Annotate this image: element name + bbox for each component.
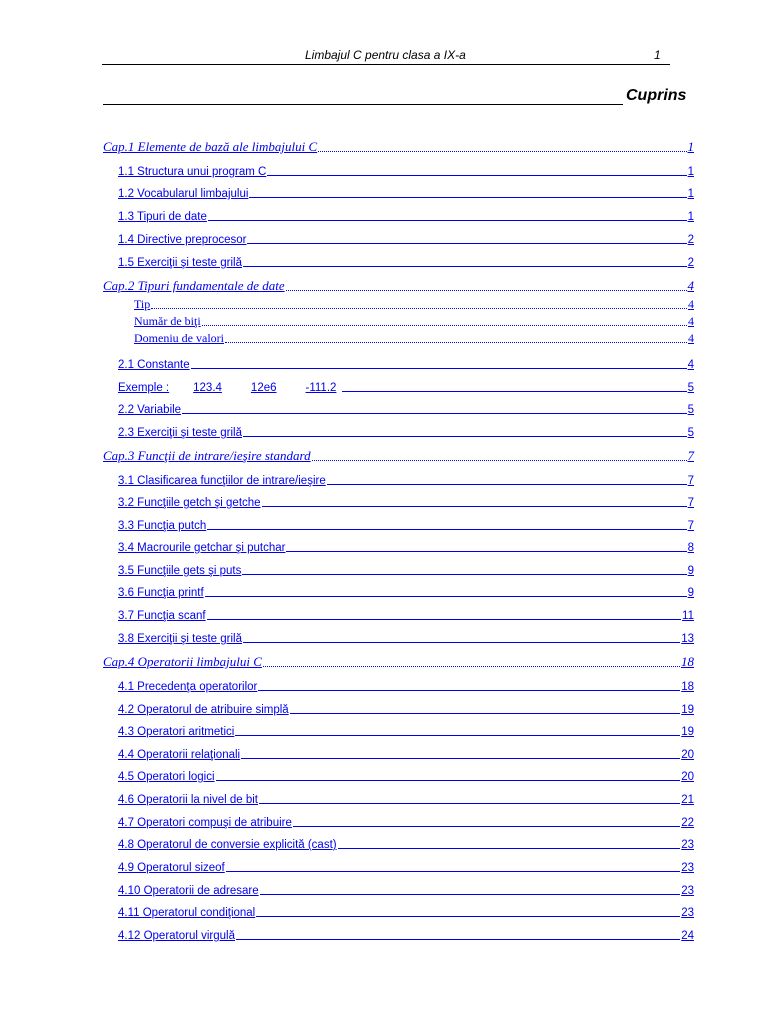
toc-entry-page: 22 [681,817,694,829]
header-page-number: 1 [654,48,661,62]
toc-entry-page: 1 [687,166,694,178]
toc-chapter-link[interactable] [103,139,694,155]
line-leader [342,391,686,392]
toc-subentry-link[interactable] [134,297,694,312]
toc-entry-label: 3.4 Macrourile getchar şi putchar [118,542,286,554]
example-value: 12e6 [250,382,277,394]
toc-entry-page: 13 [681,633,694,645]
toc-entry-page: 5 [687,382,694,394]
toc-entry-label: Cap.1 Elemente de bază ale limbajului C [103,139,318,154]
toc-entry-page: 18 [681,681,694,693]
toc-entry-label: Domeniu de valori [134,331,224,345]
toc-entry-page: 20 [681,749,694,761]
toc-entry-page: 4 [688,314,694,328]
toc-entry-page: 5 [687,427,694,439]
line-leader [338,848,681,849]
toc-section-link[interactable] [118,471,694,487]
toc-entry-label: Tip [134,297,151,311]
dot-leader [318,151,686,152]
toc-section-link[interactable] [118,858,694,874]
toc-entry-page: 23 [681,907,694,919]
toc-subentry-link[interactable] [134,314,694,329]
toc-entry-label: 1.4 Directive preprocesor [118,234,247,246]
line-leader [247,243,686,244]
toc-section-link[interactable] [118,230,694,246]
toc-section-link[interactable] [118,926,694,942]
toc-entry-label: 4.7 Operatori compuşi de atribuire [118,817,292,829]
line-leader [327,484,687,485]
line-leader [249,197,686,198]
line-leader [207,529,686,530]
line-leader [290,713,681,714]
toc-section-link[interactable] [118,493,694,509]
toc-entry-label: Cap.2 Tipuri fundamentale de date [103,278,285,293]
line-leader [243,436,687,437]
toc-entry-label: 4.6 Operatorii la nivel de bit [118,794,258,806]
toc-entry-page: 19 [681,704,694,716]
toc-entry-page: 9 [687,565,694,577]
toc-entry-label: 2.3 Exerciţii şi teste grilă [118,427,242,439]
toc-section-link[interactable] [118,355,694,371]
dot-leader [202,325,687,326]
toc-entry-label: Cap.4 Operatorii limbajului C [103,654,262,669]
toc-entry-label: Cap.3 Funcţii de intrare/ieşire standard [103,448,311,463]
toc-section-link[interactable] [118,835,694,851]
toc-entry-page: 1 [687,188,694,200]
toc-section-link[interactable] [118,423,694,439]
line-leader [267,175,686,176]
dot-leader [286,290,687,291]
toc-entry-label: 3.7 Funcţia scanf [118,610,206,622]
toc-entry-page: 7 [687,520,694,532]
toc-entry-page: 7 [687,475,694,487]
toc-entry-label: 1.5 Exerciţii şi teste grilă [118,257,242,269]
line-leader [262,506,687,507]
toc-entry-label: 3.1 Clasificarea funcţiilor de intrare/ieşire [118,475,326,487]
toc-section-link[interactable] [118,184,694,200]
example-value: 123.4 [193,382,222,394]
line-leader [226,871,680,872]
toc-section-link[interactable] [118,629,694,645]
toc-entry-page: 11 [682,610,694,622]
toc-section-link[interactable] [118,722,694,738]
toc-entry-page: 5 [687,404,694,416]
toc-entry-page: 18 [681,654,694,669]
toc-entry-page: 19 [681,726,694,738]
toc-section-link[interactable] [118,516,694,532]
toc-title: Cuprins [626,87,687,104]
toc-entry-page: 7 [687,497,694,509]
line-leader [243,642,680,643]
line-leader [293,826,680,827]
toc-entry-page: 23 [681,839,694,851]
toc-entry-page: 1 [687,211,694,223]
line-leader [258,690,680,691]
toc-section-link[interactable] [118,253,694,269]
toc-entry-label: 4.9 Operatorul sizeof [118,862,225,874]
example-value: -111.2 [305,382,337,394]
dot-leader [225,342,687,343]
line-leader [216,780,681,781]
toc-section-link[interactable] [118,400,694,416]
toc-section-link[interactable] [118,677,694,693]
toc-entry-label: 4.8 Operatorul de conversie explicită (cast) [118,839,337,851]
toc-entry-label: 2.2 Variabile [118,404,182,416]
toc-entry-label: Exemple : [118,382,170,394]
toc-entry-label: 4.5 Operatori logici [118,771,215,783]
toc-heading-rule [103,104,623,105]
line-leader [208,220,687,221]
toc-entry-page: 9 [687,587,694,599]
toc-entry-label: 3.6 Funcţia printf [118,587,204,599]
toc-entry-label: Număr de biţi [134,314,201,328]
toc-entry-page: 2 [687,257,694,269]
line-leader [235,735,680,736]
dot-leader [312,460,687,461]
toc-entry-label: 1.2 Vocabularul limbajului [118,188,249,200]
toc-entry-label: 4.11 Operatorul condiţional [118,907,256,919]
toc-entry-label: 3.2 Funcţiile getch şi getche [118,497,261,509]
toc-section-link[interactable] [118,767,694,783]
line-leader [207,619,681,620]
toc-entry-label: 1.1 Structura unui program C [118,166,267,178]
toc-entry-page: 20 [681,771,694,783]
toc-entry-label: 3.8 Exerciţii şi teste grilă [118,633,242,645]
toc-entry-page: 24 [681,930,694,942]
line-leader [286,551,686,552]
toc-entry-page: 4 [688,331,694,345]
dot-leader [151,308,687,309]
toc-entry-label: 4.12 Operatorul virgulă [118,930,235,942]
toc-entry-page: 8 [687,542,694,554]
toc-entry-label: 4.2 Operatorul de atribuire simplă [118,704,289,716]
toc-example-link[interactable] [118,378,694,394]
line-leader [236,939,680,940]
toc-section-link[interactable] [118,606,694,622]
toc-section-link[interactable] [118,745,694,761]
toc-section-link[interactable] [118,700,694,716]
toc-section-link[interactable] [118,538,694,554]
toc-entry-page: 21 [681,794,694,806]
toc-entry-label: 2.1 Constante [118,359,190,371]
toc-entry-label: 4.3 Operatori aritmetici [118,726,235,738]
toc-chapter-link[interactable] [103,278,694,294]
toc-entry-page: 23 [681,862,694,874]
line-leader [241,758,680,759]
toc-entry-page: 2 [687,234,694,246]
toc-section-link[interactable] [118,162,694,178]
toc-section-link[interactable] [118,207,694,223]
toc-entry-label: 4.4 Operatorii relaţionali [118,749,241,761]
toc-chapter-link[interactable] [103,654,694,670]
toc-entry-label: 3.3 Funcţia putch [118,520,207,532]
toc-section-link[interactable] [118,881,694,897]
line-leader [242,574,686,575]
line-leader [243,266,687,267]
toc-section-link[interactable] [118,583,694,599]
line-leader [205,596,687,597]
toc-entry-label: 1.3 Tipuri de date [118,211,207,223]
toc-entry-label: 3.5 Funcţiile gets şi puts [118,565,242,577]
toc-entry-page: 4 [687,359,694,371]
toc-entry-page: 4 [688,297,694,311]
toc-entry-page: 4 [687,278,694,293]
line-leader [191,368,687,369]
toc-entry-label: 4.1 Precedenţa operatorilor [118,681,258,693]
dot-leader [263,666,680,667]
toc-entry-page: 1 [687,139,694,154]
toc-entry-page: 23 [681,885,694,897]
line-leader [256,916,680,917]
header-title: Limbajul C pentru clasa a IX-a [305,48,466,62]
line-leader [259,803,680,804]
toc-entry-page: 7 [687,448,694,463]
toc-section-link[interactable] [118,561,694,577]
line-leader [260,894,681,895]
header-divider [102,64,670,65]
toc-chapter-link[interactable] [103,448,694,464]
toc-section-link[interactable] [118,790,694,806]
toc-subentry-link[interactable] [134,331,694,346]
line-leader [182,413,687,414]
toc-entry-label: 4.10 Operatorii de adresare [118,885,259,897]
toc-section-link[interactable] [118,903,694,919]
toc-section-link[interactable] [118,813,694,829]
